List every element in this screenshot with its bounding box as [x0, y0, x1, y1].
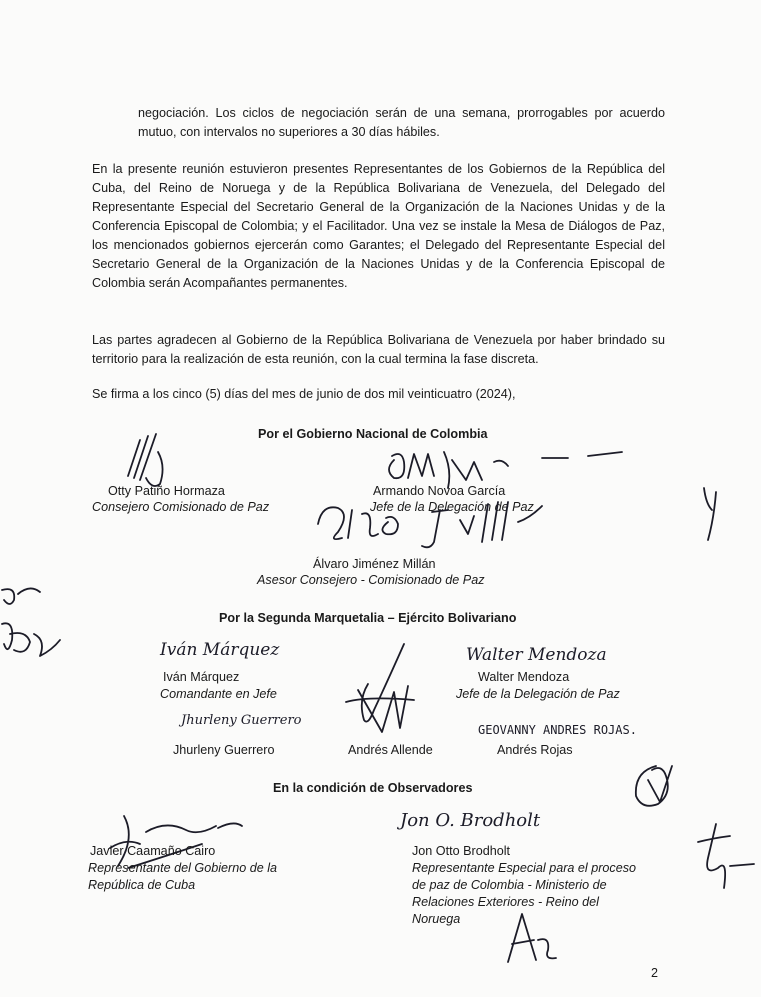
signatory-andres-allende-name: Andrés Allende — [348, 743, 433, 757]
signatory-jon-role-line1: Representante Especial para el proceso — [412, 861, 637, 875]
signatory-ivan-name: Iván Márquez — [163, 670, 240, 684]
signatory-otty-name: Otty Patiño Hormaza — [108, 484, 225, 498]
handwritten-jhurleny-guerrero: Jhurleny Guerrero — [181, 713, 302, 728]
signatory-andres-rojas-name: Andrés Rojas — [497, 743, 573, 757]
signatory-javier-role-line2: República de Cuba — [88, 878, 196, 892]
margin-initials-right-top — [696, 484, 726, 544]
signatory-javier-name: Javier Caamaño Cairo — [90, 844, 216, 858]
section-gobierno-colombia: Por el Gobierno Nacional de Colombia — [258, 427, 488, 441]
signatory-jhurleny-name: Jhurleny Guerrero — [173, 743, 275, 757]
section-segunda-marquetalia: Por la Segunda Marquetalia – Ejército Bolivariano — [219, 611, 517, 625]
signatory-ivan-role: Comandante en Jefe — [160, 687, 277, 701]
signatory-jon-role-line2: de paz de Colombia - Ministerio de — [412, 878, 607, 892]
section-observadores: En la condición de Observadores — [273, 781, 473, 795]
signatory-javier-role-line1: Representante del Gobierno de la — [88, 861, 278, 875]
handwritten-andres-rojas: GEOVANNY ANDRES ROJAS. — [478, 723, 637, 737]
handwritten-ivan-marquez: Iván Márquez — [160, 640, 280, 660]
signatory-walter-name: Walter Mendoza — [478, 670, 570, 684]
signatory-jon-role-line3: Relaciones Exteriores - Reino del — [412, 895, 599, 909]
margin-initials-left — [0, 580, 70, 670]
signatory-armando-name: Armando Novoa García — [373, 484, 506, 498]
paragraph-thanks: Las partes agradecen al Gobierno de la República Bolivariana de Venezuela por haber brindado su territorio para la realización de esta reunión, con la cual termina la fase discreta. — [92, 333, 665, 366]
paragraph-attendees: En la presente reunión estuvieron presentes Representantes de los Gobiernos de la República del Cuba, del Reino de Noruega y de la República Bolivariana de Venezuela, del Delegado del Representante Especial del Secretario General de la Organización de la Naciones Unidas y de la Conferencia Episcopal de Colombia; y el Facilitador. Una vez se instale la Mesa de Diálogos de Paz, los mencionados gobiernos ejercerán como Garantes; el Delegado del Representante Especial del Secretario General de la Organización de la Naciones Unidas y de la Conferencia Episcopal de Colombia serán Acompañantes permanentes. — [92, 162, 665, 290]
signature-alvaro-jimenez — [312, 494, 562, 558]
page-number: 2 — [651, 966, 659, 980]
signatory-jon-role-line4: Noruega — [412, 912, 461, 926]
signatory-alvaro-role: Asesor Consejero - Comisionado de Paz — [257, 573, 485, 587]
margin-initials-right-bottom — [694, 818, 758, 898]
paragraph-negotiation-cycles: negociación. Los ciclos de negociación serán de una semana, prorrogables por acuerdo mutuo, con intervalos no superiores a 30 días hábiles. — [138, 106, 665, 139]
signatory-otty-role: Consejero Comisionado de Paz — [92, 500, 270, 514]
handwritten-jon-brodholt: Jon O. Brodholt — [400, 810, 541, 831]
paragraph-signing-date: Se firma a los cinco (5) días del mes de junio de dos mil veinticuatro (2024), — [92, 387, 516, 401]
initials-observers-right — [626, 760, 686, 816]
signatory-alvaro-name: Álvaro Jiménez Millán — [313, 557, 436, 571]
signatory-walter-role: Jefe de la Delegación de Paz — [456, 687, 620, 701]
signature-andres-allende — [338, 640, 428, 740]
signatory-armando-role: Jefe de la Delegación de Paz — [370, 500, 534, 514]
signatory-jon-name: Jon Otto Brodholt — [412, 844, 511, 858]
initials-bottom-center — [500, 910, 560, 970]
handwritten-walter-mendoza: Walter Mendoza — [466, 645, 607, 665]
